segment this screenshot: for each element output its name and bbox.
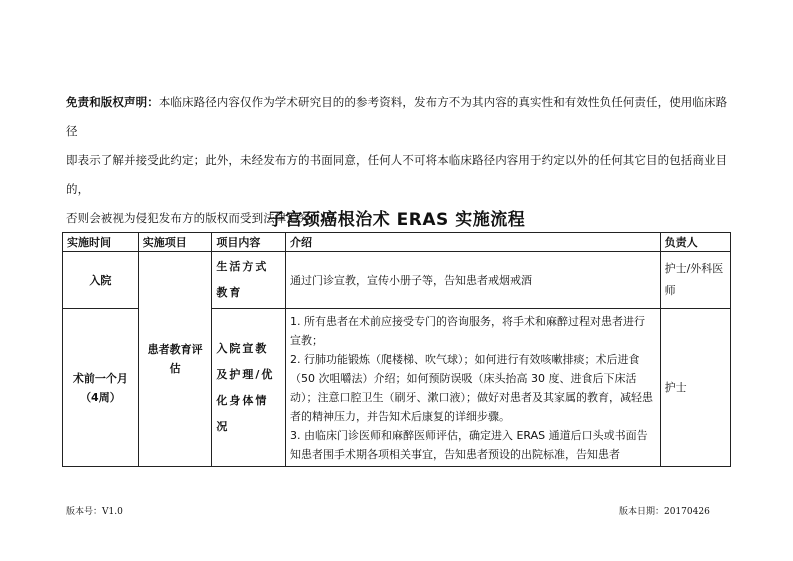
intro-paragraph-1: 1. 所有患者在术前应接受专门的咨询服务，将手术和麻醉过程对患者进行宣教； <box>290 315 645 347</box>
eras-table <box>62 232 731 467</box>
disclaimer-line-2: 即表示了解并接受此约定；此外，未经发布方的书面同意，任何人不可将本临床路径内容用于约定以外的任何其它目的包括商业目的， <box>66 153 728 196</box>
footer-version: 版本号：V1.0 <box>66 507 123 517</box>
footer-date: 版本日期：20170426 <box>619 507 710 517</box>
cell-time: 入院 <box>63 252 139 309</box>
cell-time <box>63 309 139 467</box>
cell-owner: 护士 <box>660 309 730 467</box>
table-header-row <box>63 233 731 252</box>
cell-item-merged: 患者教育评估 <box>138 252 212 467</box>
table-row <box>63 252 731 309</box>
cell-time-line-1: 术前一个月 <box>72 371 128 385</box>
header-owner: 负责人 <box>660 233 730 252</box>
header-time: 实施时间 <box>63 233 139 252</box>
cell-time-line-2: （4周） <box>80 390 121 404</box>
cell-intro: 通过门诊宣教，宣传小册子等，告知患者戒烟戒酒 <box>286 252 661 309</box>
intro-paragraph-3: 3. 由临床门诊医师和麻醉医师评估，确定进入 ERAS 通道后口头或书面告知患者围手术期各项相关事宜，告知患者预设的出院标准，告知患者 <box>290 429 648 461</box>
cell-owner: 护士/外科医师 <box>660 252 730 309</box>
cell-intro <box>286 309 661 467</box>
disclaimer-line-1: 免责和版权声明：本临床路径内容仅作为学术研究目的的参考资料，发布方不为其内容的真实性和有效性负任何责任，使用临床路径 <box>66 95 728 138</box>
header-item: 实施项目 <box>138 233 212 252</box>
header-intro: 介绍 <box>286 233 661 252</box>
disclaimer-heading: 免责和版权声明： <box>66 95 159 109</box>
intro-paragraph-2: 2. 行肺功能锻炼（爬楼梯、吹气球）；如何进行有效咳嗽排痰；术后进食（50 次咀嚼法）介绍；如何预防误吸（床头抬高 30 度、进食后下床活动）；注意口腔卫生（刷牙、漱口液）；做好对患者及其家属的教育，减轻患者的精神压力，并告知术后康复的详细步骤。 <box>290 353 653 423</box>
cell-content: 入院宣教及护理/优化身体情况 <box>212 309 286 467</box>
header-content: 项目内容 <box>212 233 286 252</box>
document-title: 子宫颈癌根治术 ERAS 实施流程 <box>267 210 526 230</box>
cell-content: 生活方式教育 <box>212 252 286 309</box>
disclaimer-line-3: 否则会被视为侵犯发布方的版权而受到法律追究。 <box>66 211 322 225</box>
